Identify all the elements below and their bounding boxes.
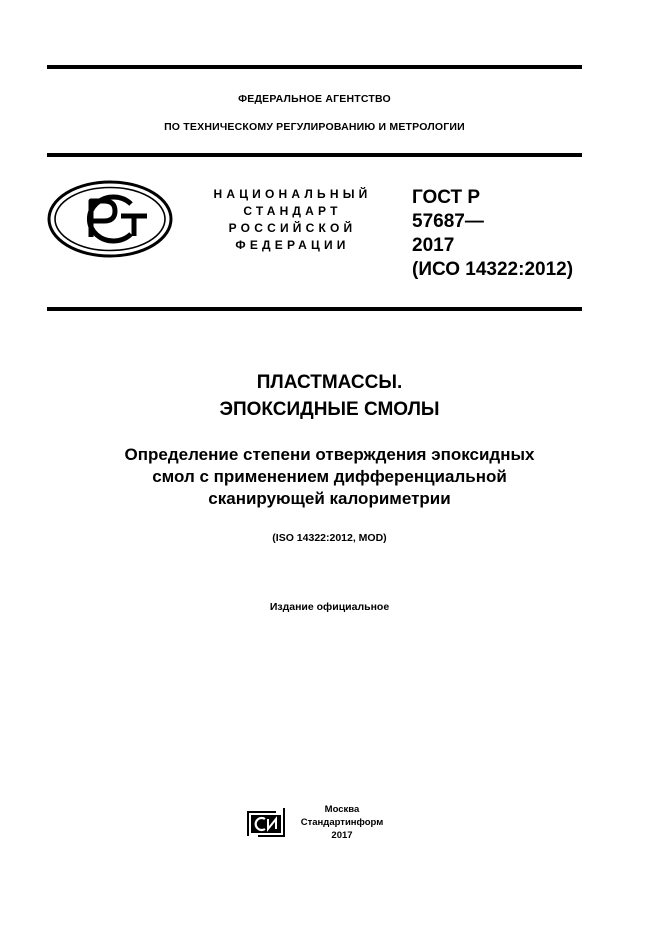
edition-label: Издание официальное [269,601,390,613]
designation-line-1: ГОСТ Р [412,187,481,208]
publisher-info [292,803,392,842]
publisher-city: Москва [324,804,360,815]
designation-line-2: 57687— [412,211,484,232]
publisher-name: Стандартинформ [300,817,384,828]
subtitle-line-1: Определение степени отверждения эпоксидных [124,445,535,464]
rst-emblem-icon [47,180,173,258]
header-bottom-rule [47,153,582,157]
publisher-year: 2017 [331,830,353,841]
national-line-1: НАЦИОНАЛЬНЫЙ [213,187,372,201]
iso-reference: (ISO 14322:2012, MOD) [272,532,387,544]
title-line-1: ПЛАСТМАССЫ. [256,372,403,393]
subtitle-line-3: сканирующей калориметрии [208,489,451,508]
designation-line-3: 2017 [412,235,455,256]
subtitle-line-2: смол с применением дифференциальной [152,467,507,486]
agency-line-2: ПО ТЕХНИЧЕСКОМУ РЕГУЛИРОВАНИЮ И МЕТРОЛОГИИ [164,121,465,133]
national-line-2: СТАНДАРТ [243,204,342,218]
agency-line-1: ФЕДЕРАЛЬНОЕ АГЕНТСТВО [238,93,391,105]
national-line-3: РОССИЙСКОЙ [228,221,357,235]
document-subtitle [47,444,612,510]
standard-designation [412,186,587,282]
title-line-2: ЭПОКСИДНЫЕ СМОЛЫ [219,399,440,420]
standard-bottom-rule [47,307,582,311]
designation-line-4: (ИСО 14322:2012) [412,259,574,280]
standartinform-logo-icon [246,806,286,838]
top-rule [47,65,582,69]
national-standard-label [205,186,380,254]
national-line-4: ФЕДЕРАЦИИ [235,238,350,252]
document-title [47,369,612,423]
